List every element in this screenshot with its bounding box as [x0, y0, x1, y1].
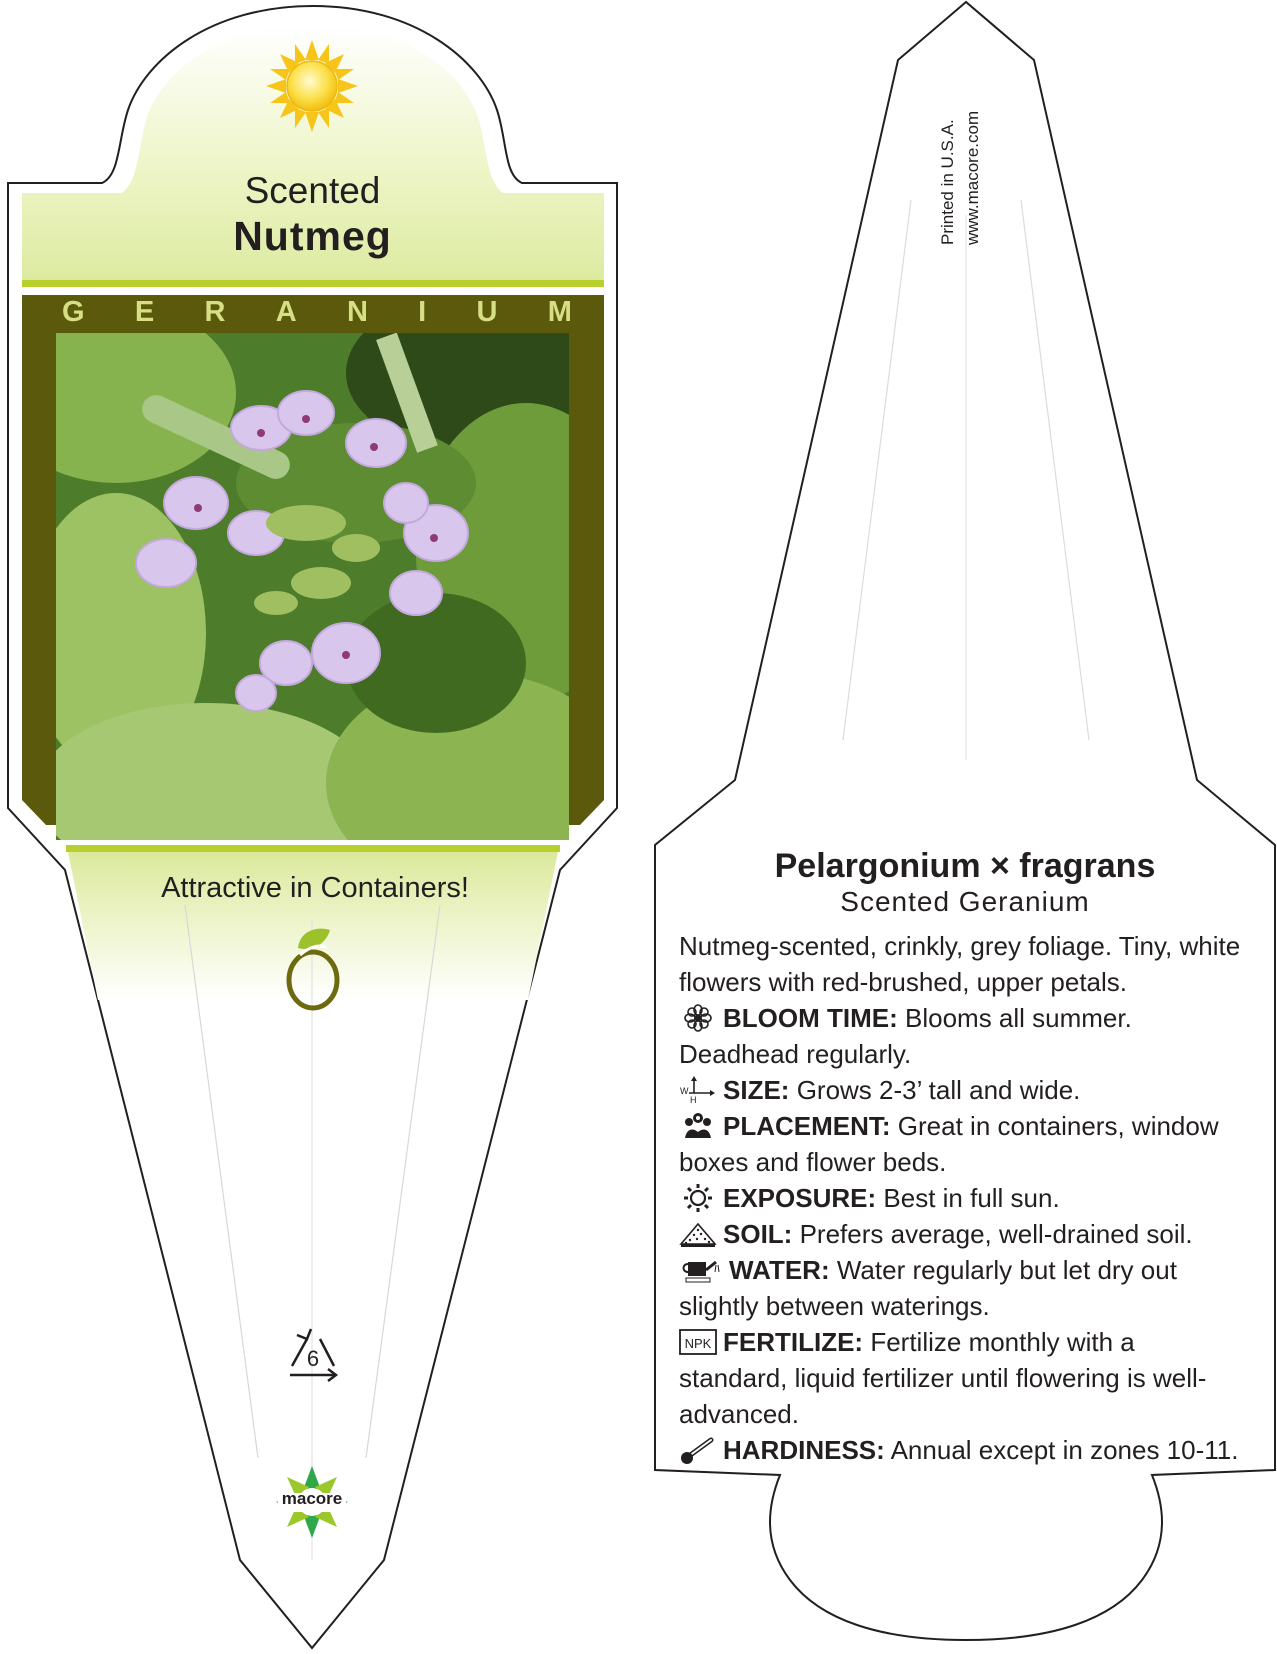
genus-letter: U — [476, 296, 498, 328]
print-info — [933, 45, 993, 245]
tagline: Attractive in Containers! — [161, 872, 469, 904]
care-placement — [679, 1108, 1249, 1180]
soil-icon — [679, 1220, 717, 1248]
plant-photo — [56, 333, 569, 840]
care-soil — [679, 1216, 1249, 1252]
care-label: SOIL: — [723, 1219, 793, 1249]
recycle-number: 6 — [306, 1346, 320, 1371]
care-text: Blooms all summer. Deadhead regularly. — [679, 1003, 1132, 1069]
care-label: FERTILIZE: — [723, 1327, 864, 1357]
genus-banner — [62, 296, 572, 329]
genus-letter: A — [275, 296, 297, 328]
care-text: Great in containers, window boxes and flower beds. — [679, 1111, 1219, 1177]
size-icon-w: W — [680, 1086, 689, 1096]
care-fertilize — [679, 1324, 1249, 1432]
npk-icon-text: NPK — [684, 1336, 712, 1351]
care-hardiness — [679, 1432, 1249, 1468]
website-text: www.macore.com — [963, 110, 982, 245]
care-water — [679, 1252, 1249, 1324]
thermometer-icon — [679, 1436, 717, 1464]
macore-logo-text: macore — [281, 1489, 343, 1508]
genus-letter: M — [547, 296, 572, 328]
printed-text: Printed in U.S.A. — [938, 119, 957, 245]
botanical-name: Pelargonium × fragrans — [774, 847, 1156, 885]
genus-letter: G — [62, 296, 85, 328]
size-icon — [679, 1076, 717, 1104]
genus-letter: N — [346, 296, 368, 328]
care-label: WATER: — [729, 1255, 830, 1285]
genus-letter: I — [418, 296, 427, 328]
description-text: Nutmeg-scented, crinkly, grey foliage. Tiny, white flowers with red-brushed, upper petals. — [679, 931, 1241, 997]
care-text: Best in full sun. — [883, 1183, 1060, 1213]
flower-icon — [679, 1004, 717, 1032]
npk-icon — [679, 1328, 717, 1356]
watering-can-icon — [679, 1256, 723, 1284]
care-text: Fertilize monthly with a standard, liquid fertilizer until flowering is well-advanced. — [679, 1327, 1207, 1429]
care-text: Water regularly but let dry out slightly between waterings. — [679, 1255, 1177, 1321]
front-title: Nutmeg — [233, 213, 392, 259]
care-label: EXPOSURE: — [723, 1183, 877, 1213]
care-text: Prefers average, well-drained soil. — [799, 1219, 1193, 1249]
sun-icon — [679, 1184, 717, 1212]
care-bloom-time — [679, 1000, 1249, 1072]
front-subtitle: Scented — [244, 170, 381, 211]
size-icon-h: H — [690, 1095, 697, 1104]
care-label: SIZE: — [723, 1075, 790, 1105]
care-label: PLACEMENT: — [723, 1111, 891, 1141]
care-exposure — [679, 1180, 1249, 1216]
care-text: Annual except in zones 10-11. — [890, 1435, 1239, 1465]
care-text: Grows 2-3’ tall and wide. — [796, 1075, 1081, 1105]
common-name: Scented Geranium — [840, 886, 1090, 917]
placement-icon — [679, 1112, 717, 1140]
care-label: HARDINESS: — [723, 1435, 885, 1465]
care-size — [679, 1072, 1249, 1108]
care-label: BLOOM TIME: — [723, 1003, 898, 1033]
genus-letter: R — [204, 296, 226, 328]
genus-letter: E — [134, 296, 155, 328]
plant-description — [679, 928, 1249, 1468]
